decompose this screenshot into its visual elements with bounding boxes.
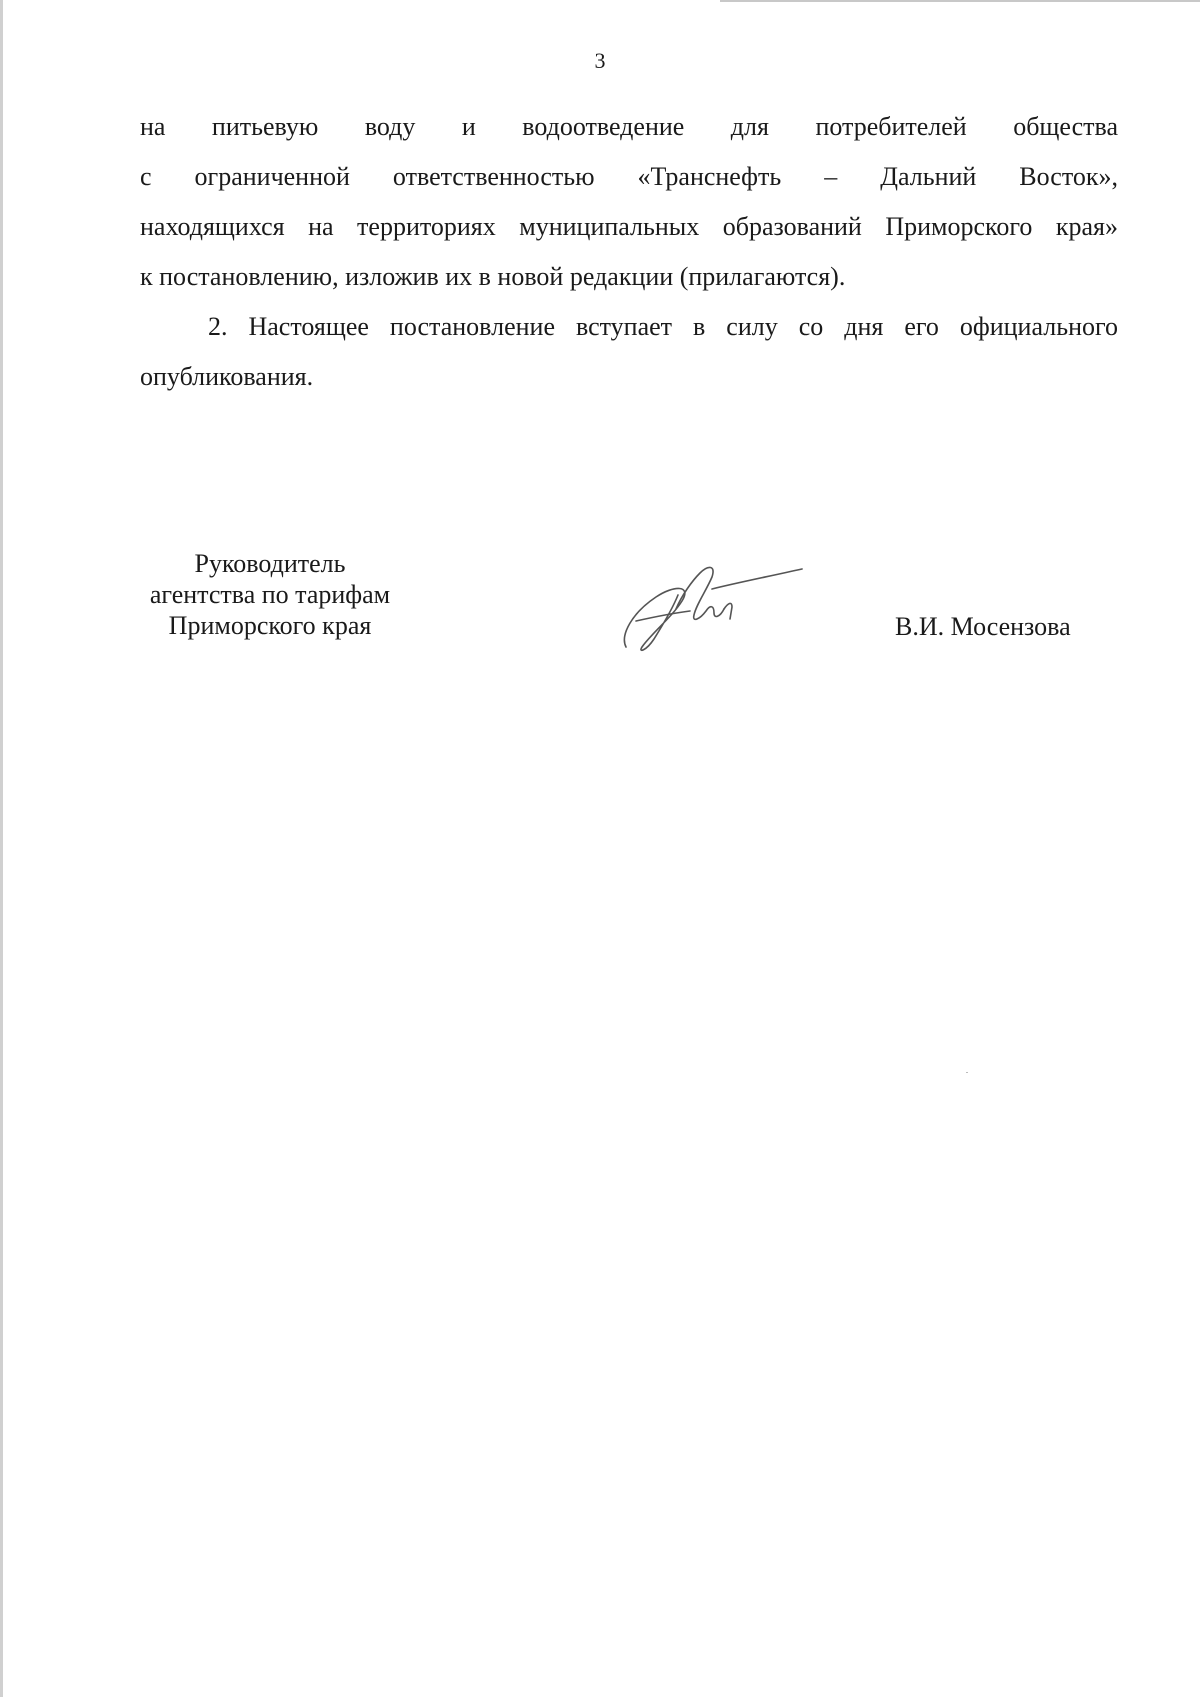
signatory-title-line-1: Руководитель (194, 549, 346, 578)
page-number: 3 (594, 48, 606, 73)
paragraph-1-line-1: на питьевую воду и водоотведение для потребителей общества (140, 112, 1118, 141)
paragraph-1-line-2: с ограниченной ответственностью «Транснефть – Дальний Восток», (140, 162, 1118, 191)
document-body (140, 102, 1118, 402)
signatory-title-line-3: Приморского края (168, 611, 372, 640)
scan-speck (966, 1072, 968, 1073)
paragraph-2: 2. Настоящее постановление вступает в силу со дня его официального опубликования. (140, 312, 1118, 391)
signatory-name: В.И. Мосензова (895, 612, 1071, 641)
handwritten-signature (616, 555, 806, 655)
paragraph-1-line-3: находящихся на территориях муниципальных образований Приморского края» (140, 212, 1118, 241)
paragraph-1-line-4: к постановлению, изложив их в новой редакции (прилагаются). (140, 262, 846, 291)
signatory-title (120, 548, 420, 641)
scan-edge-left (0, 0, 3, 1697)
scan-edge-top (720, 0, 1200, 2)
paragraph-1 (140, 102, 1118, 302)
signatory-title-line-2: агентства по тарифам (149, 580, 391, 609)
